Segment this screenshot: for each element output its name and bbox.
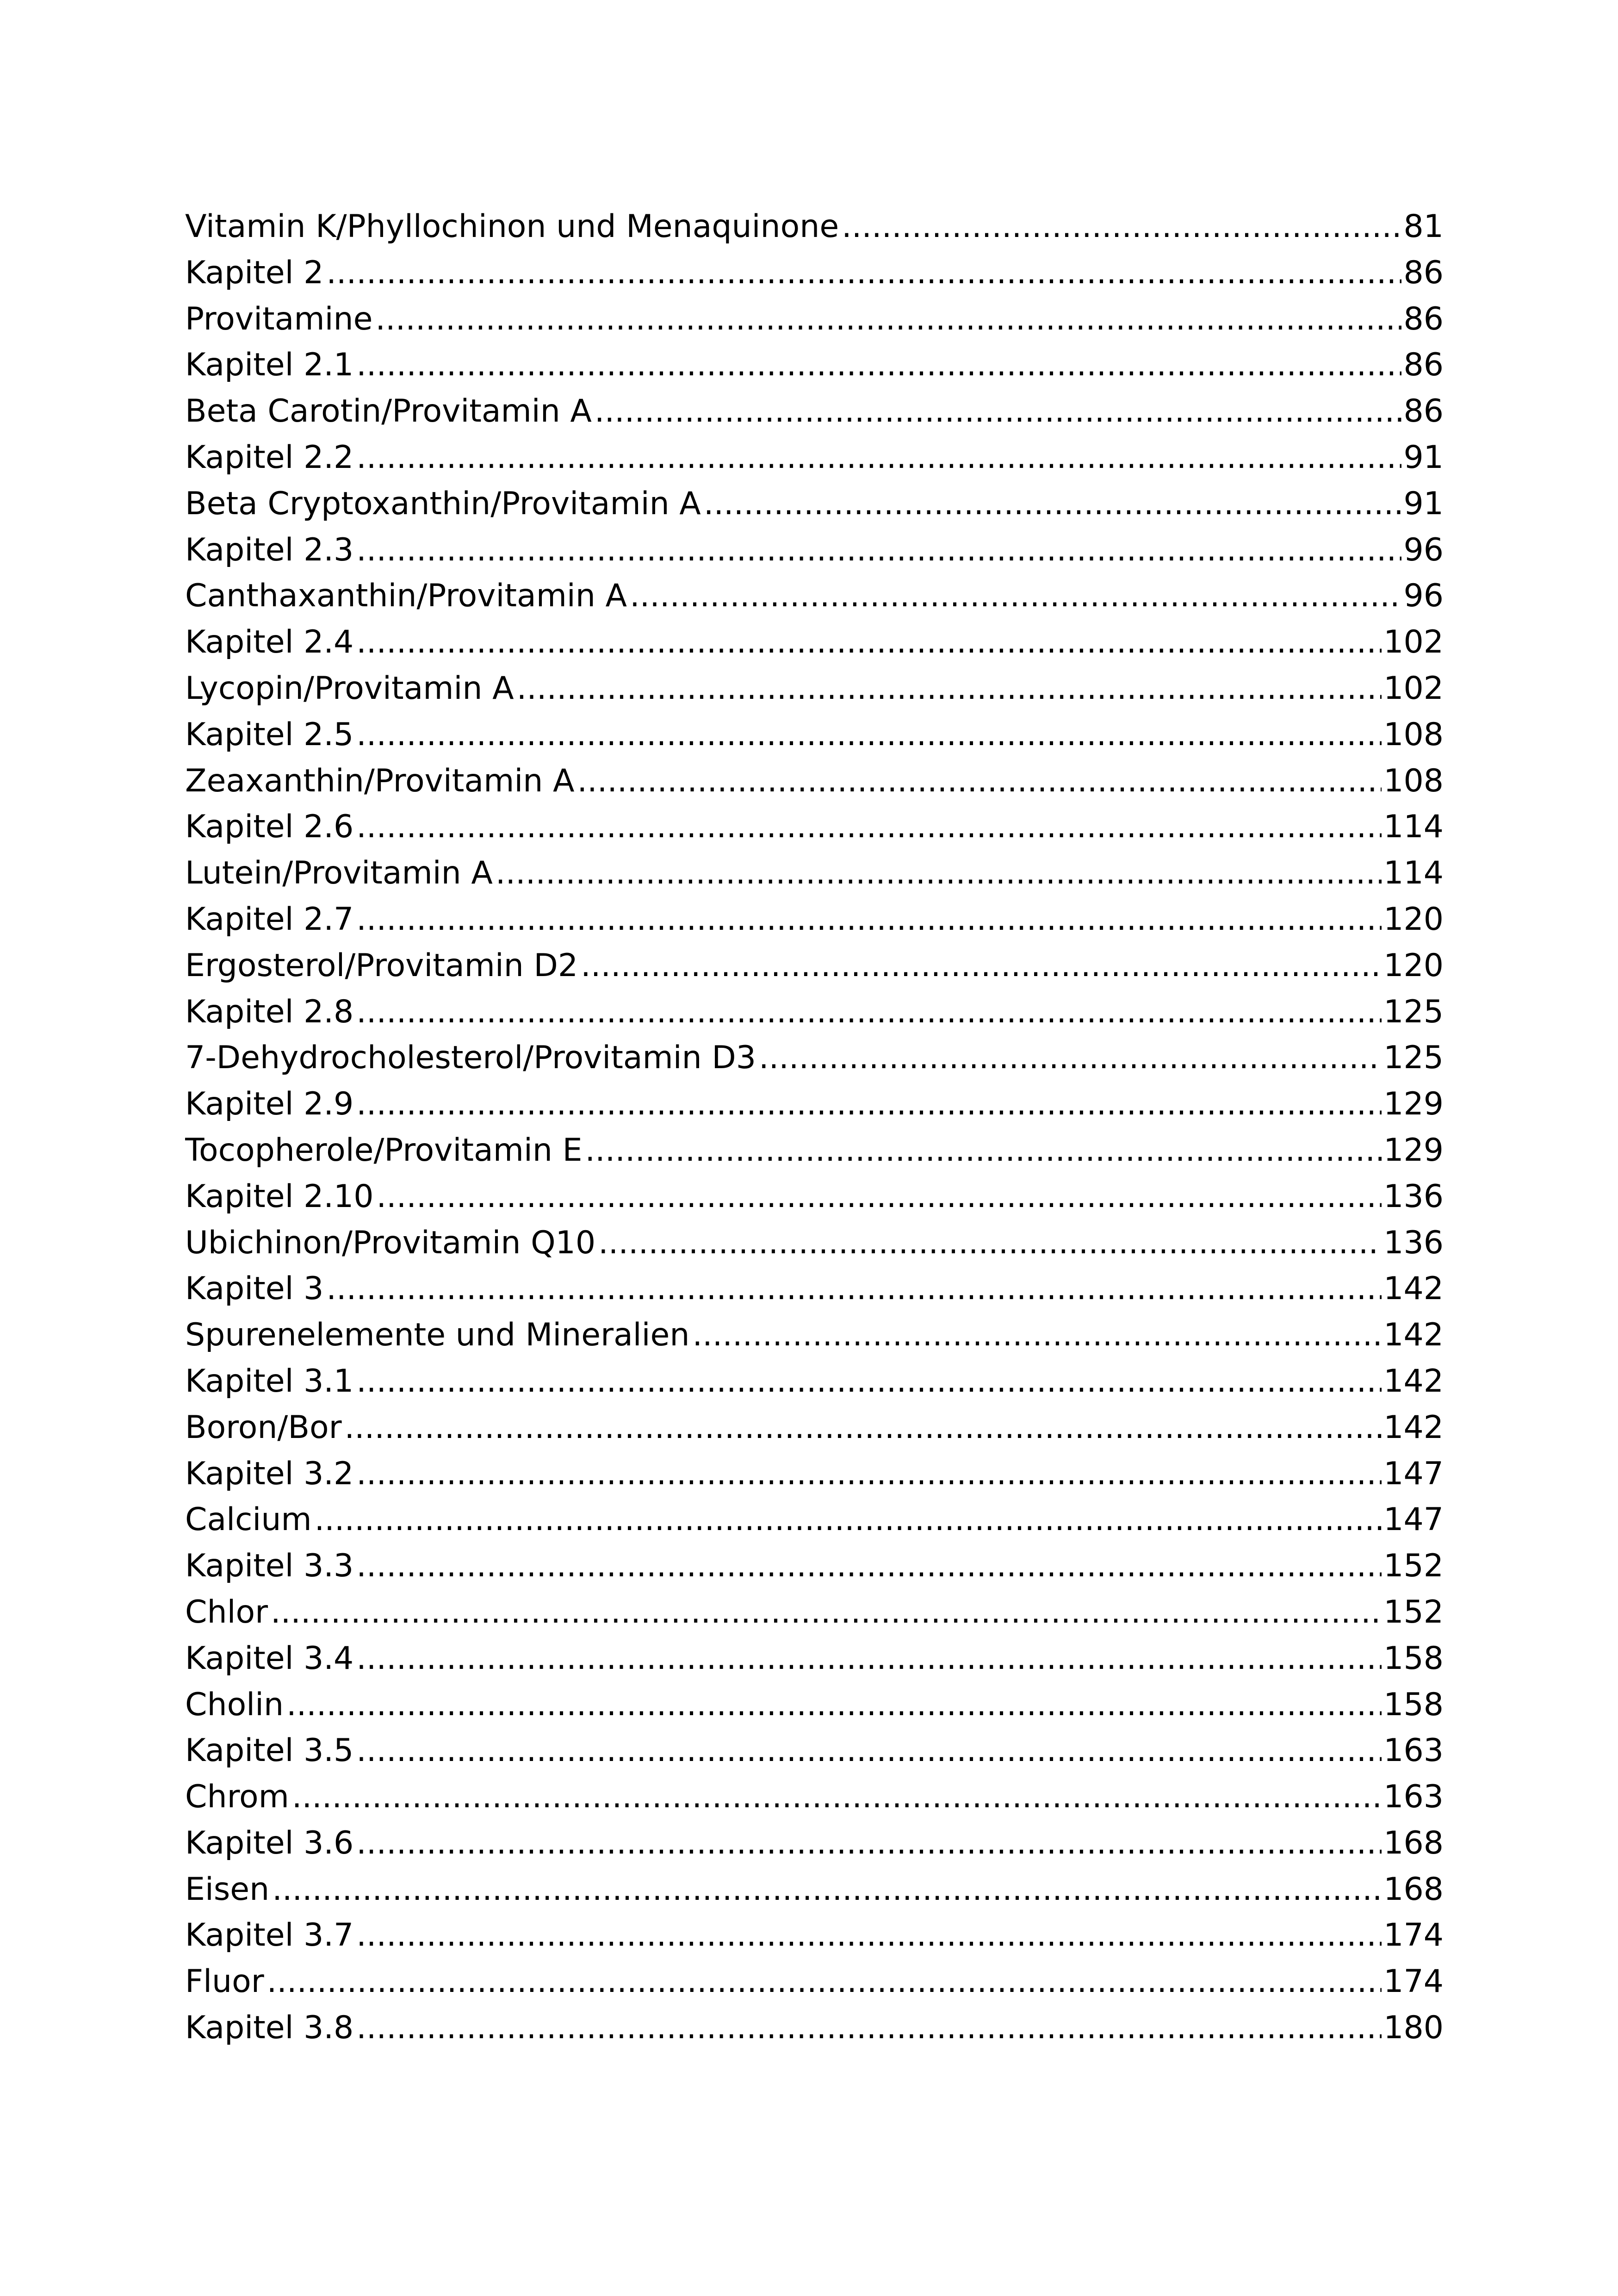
toc-entry-page-number: 102 [1383, 624, 1444, 661]
toc-dot-leader [598, 1220, 1382, 1266]
toc-entry[interactable] [185, 1820, 1444, 1867]
toc-entry-page-number: 136 [1383, 1178, 1444, 1215]
toc-entry-page-number: 136 [1383, 1224, 1444, 1261]
toc-entry-page-number: 108 [1383, 716, 1444, 753]
toc-entry-title: Kapitel 2.1 [185, 347, 354, 384]
toc-entry[interactable] [185, 1127, 1444, 1174]
toc-entry[interactable] [185, 573, 1444, 619]
toc-entry-title: Lycopin/Provitamin A [185, 670, 514, 707]
toc-entry[interactable] [185, 1543, 1444, 1589]
table-of-contents [185, 204, 1444, 2051]
toc-dot-leader [630, 573, 1401, 619]
toc-entry-title: Ubichinon/Provitamin Q10 [185, 1224, 596, 1261]
toc-entry-page-number: 168 [1383, 1871, 1444, 1908]
toc-entry-page-number: 142 [1383, 1317, 1444, 1354]
toc-entry-title: Provitamine [185, 300, 373, 337]
toc-dot-leader [585, 1127, 1382, 1174]
toc-entry[interactable] [185, 1174, 1444, 1220]
toc-entry-page-number: 174 [1383, 1963, 1444, 2000]
toc-entry-title: Chrom [185, 1779, 289, 1816]
toc-dot-leader [375, 296, 1401, 342]
toc-entry[interactable] [185, 1220, 1444, 1266]
toc-entry-page-number: 152 [1383, 1548, 1444, 1585]
toc-entry-page-number: 96 [1403, 531, 1444, 568]
toc-entry-page-number: 81 [1403, 208, 1444, 245]
toc-entry-page-number: 120 [1383, 947, 1444, 984]
toc-entry-title: Kapitel 3.2 [185, 1455, 354, 1492]
toc-entry[interactable] [185, 1312, 1444, 1358]
toc-dot-leader [377, 1174, 1382, 1220]
toc-entry[interactable] [185, 1867, 1444, 1913]
toc-entry-page-number: 163 [1383, 1779, 1444, 1816]
toc-dot-leader [356, 1081, 1382, 1127]
toc-entry[interactable] [185, 712, 1444, 758]
toc-entry-page-number: 147 [1383, 1501, 1444, 1538]
toc-entry-page-number: 91 [1403, 485, 1444, 522]
toc-entry[interactable] [185, 1589, 1444, 1636]
toc-entry-title: Kapitel 3.6 [185, 1824, 354, 1861]
toc-dot-leader [496, 850, 1382, 896]
toc-dot-leader [272, 1867, 1382, 1913]
toc-entry-title: 7-Dehydrocholesterol/Provitamin D3 [185, 1039, 756, 1076]
toc-entry[interactable] [185, 804, 1444, 850]
toc-entry[interactable] [185, 943, 1444, 989]
toc-entry-title: Zeaxanthin/Provitamin A [185, 762, 575, 799]
toc-entry-title: Kapitel 3.5 [185, 1732, 354, 1769]
toc-entry[interactable] [185, 1451, 1444, 1497]
toc-dot-leader [356, 1728, 1382, 1774]
toc-entry-page-number: 86 [1403, 300, 1444, 337]
toc-entry[interactable] [185, 388, 1444, 435]
toc-entry-page-number: 142 [1383, 1363, 1444, 1400]
toc-dot-leader [356, 619, 1382, 666]
toc-entry[interactable] [185, 1682, 1444, 1728]
toc-entry[interactable] [185, 1636, 1444, 1682]
toc-entry-page-number: 174 [1383, 1917, 1444, 1954]
toc-entry-title: Kapitel 3.1 [185, 1363, 354, 1400]
toc-dot-leader [271, 1589, 1382, 1636]
toc-entry[interactable] [185, 296, 1444, 342]
toc-entry-title: Kapitel 2.7 [185, 901, 354, 938]
toc-entry-title: Kapitel 2.4 [185, 624, 354, 661]
toc-entry[interactable] [185, 1081, 1444, 1127]
toc-entry-page-number: 102 [1383, 670, 1444, 707]
toc-entry-page-number: 168 [1383, 1824, 1444, 1861]
toc-entry[interactable] [185, 1405, 1444, 1451]
toc-dot-leader [704, 481, 1402, 527]
toc-entry-title: Kapitel 2.8 [185, 993, 354, 1030]
toc-entry[interactable] [185, 666, 1444, 712]
toc-entry-title: Kapitel 3 [185, 1270, 324, 1307]
toc-entry[interactable] [185, 1959, 1444, 2005]
toc-entry[interactable] [185, 204, 1444, 250]
toc-entry-title: Kapitel 3.8 [185, 2010, 354, 2047]
toc-entry-title: Kapitel 2.2 [185, 439, 354, 476]
toc-dot-leader [267, 1959, 1382, 2005]
toc-entry-page-number: 108 [1383, 762, 1444, 799]
toc-entry-title: Kapitel 2.9 [185, 1086, 354, 1123]
toc-dot-leader [356, 527, 1401, 573]
toc-entry-page-number: 147 [1383, 1455, 1444, 1492]
toc-dot-leader [356, 1358, 1382, 1405]
toc-entry-page-number: 125 [1383, 993, 1444, 1030]
toc-dot-leader [356, 1912, 1382, 1959]
toc-entry-title: Kapitel 3.4 [185, 1640, 354, 1677]
toc-entry-title: Chlor [185, 1593, 268, 1630]
toc-entry[interactable] [185, 2005, 1444, 2051]
toc-dot-leader [759, 1035, 1382, 1081]
toc-entry-title: Kapitel 2 [185, 254, 324, 291]
toc-entry-page-number: 129 [1383, 1132, 1444, 1169]
toc-entry[interactable] [185, 527, 1444, 573]
toc-entry-title: Eisen [185, 1871, 270, 1908]
toc-dot-leader [356, 804, 1382, 850]
toc-entry-page-number: 86 [1403, 393, 1444, 430]
toc-entry-title: Kapitel 3.3 [185, 1548, 354, 1585]
toc-entry[interactable] [185, 1774, 1444, 1820]
toc-entry-title: Ergosterol/Provitamin D2 [185, 947, 578, 984]
toc-entry-title: Beta Cryptoxanthin/Provitamin A [185, 485, 701, 522]
toc-entry-page-number: 96 [1403, 578, 1444, 615]
toc-entry-title: Kapitel 2.5 [185, 716, 354, 753]
toc-entry-page-number: 125 [1383, 1039, 1444, 1076]
toc-entry[interactable] [185, 1912, 1444, 1959]
toc-entry[interactable] [185, 989, 1444, 1035]
toc-entry-title: Calcium [185, 1501, 312, 1538]
toc-entry-title: Kapitel 2.3 [185, 531, 354, 568]
toc-entry-title: Kapitel 2.10 [185, 1178, 374, 1215]
toc-entry-page-number: 163 [1383, 1732, 1444, 1769]
toc-entry-page-number: 91 [1403, 439, 1444, 476]
toc-entry-title: Tocopherole/Provitamin E [185, 1132, 583, 1169]
toc-dot-leader [517, 666, 1382, 712]
toc-entry[interactable] [185, 850, 1444, 896]
toc-dot-leader [326, 250, 1401, 296]
toc-entry[interactable] [185, 1728, 1444, 1774]
toc-dot-leader [595, 388, 1402, 435]
toc-entry-page-number: 120 [1383, 901, 1444, 938]
toc-entry[interactable] [185, 435, 1444, 481]
toc-dot-leader [345, 1405, 1382, 1451]
toc-entry-page-number: 142 [1383, 1409, 1444, 1446]
toc-entry-page-number: 86 [1403, 347, 1444, 384]
toc-dot-leader [356, 896, 1382, 943]
toc-entry-page-number: 86 [1403, 254, 1444, 291]
toc-entry[interactable] [185, 619, 1444, 666]
toc-entry-page-number: 129 [1383, 1086, 1444, 1123]
toc-entry-title: Cholin [185, 1686, 284, 1723]
toc-dot-leader [356, 1451, 1382, 1497]
toc-dot-leader [356, 1636, 1382, 1682]
toc-dot-leader [356, 712, 1382, 758]
toc-entry-page-number: 158 [1383, 1686, 1444, 1723]
toc-entry[interactable] [185, 481, 1444, 527]
toc-dot-leader [326, 1266, 1382, 1312]
toc-dot-leader [356, 435, 1401, 481]
toc-dot-leader [315, 1497, 1382, 1543]
toc-entry-title: Lutein/Provitamin A [185, 855, 493, 892]
toc-dot-leader [356, 1820, 1382, 1867]
toc-entry-title: Fluor [185, 1963, 264, 2000]
toc-entry-title: Vitamin K/Phyllochinon und Menaquinone [185, 208, 839, 245]
toc-dot-leader [356, 342, 1401, 388]
toc-entry-page-number: 142 [1383, 1270, 1444, 1307]
toc-entry[interactable] [185, 1035, 1444, 1081]
toc-entry-title: Kapitel 3.7 [185, 1917, 354, 1954]
toc-entry[interactable] [185, 250, 1444, 296]
toc-entry[interactable] [185, 758, 1444, 804]
toc-entry-page-number: 158 [1383, 1640, 1444, 1677]
toc-dot-leader [286, 1682, 1382, 1728]
toc-dot-leader [356, 2005, 1382, 2051]
toc-dot-leader [356, 1543, 1382, 1589]
toc-entry[interactable] [185, 896, 1444, 943]
toc-entry-page-number: 152 [1383, 1593, 1444, 1630]
toc-dot-leader [356, 989, 1382, 1035]
toc-dot-leader [581, 943, 1382, 989]
toc-dot-leader [577, 758, 1382, 804]
toc-entry-page-number: 180 [1383, 2010, 1444, 2047]
toc-dot-leader [842, 204, 1401, 250]
toc-entry[interactable] [185, 1266, 1444, 1312]
toc-entry-title: Spurenelemente und Mineralien [185, 1317, 690, 1354]
toc-dot-leader [693, 1312, 1382, 1358]
toc-entry[interactable] [185, 1358, 1444, 1405]
toc-entry-title: Boron/Bor [185, 1409, 342, 1446]
toc-entry-page-number: 114 [1383, 855, 1444, 892]
toc-entry-page-number: 114 [1383, 809, 1444, 846]
toc-dot-leader [292, 1774, 1382, 1820]
toc-entry-title: Canthaxanthin/Provitamin A [185, 578, 627, 615]
toc-entry-title: Kapitel 2.6 [185, 809, 354, 846]
toc-entry[interactable] [185, 1497, 1444, 1543]
toc-entry[interactable] [185, 342, 1444, 388]
toc-entry-title: Beta Carotin/Provitamin A [185, 393, 592, 430]
